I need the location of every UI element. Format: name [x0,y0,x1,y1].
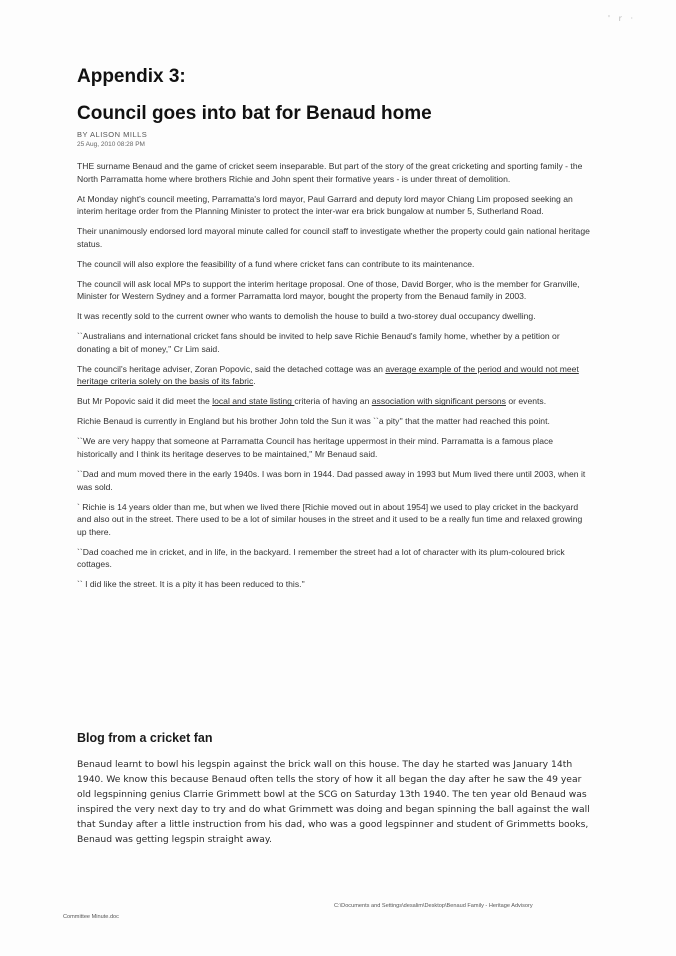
article-paragraph: The council will also explore the feasibility of a fund where cricket fans can contribute to its maintenance. [77,258,475,269]
article-paragraph: ` Richie is 14 years older than me, but when we lived there [Richie moved out in about 1954] we used to play cricket in the backyard and also out in the street. There used to be a lot of similar houses in the street and it used to be a really fun time and relaxed growing up there. [77,501,583,537]
footer-file-path: C:\Documents and Settings\desalim\Desktop\Benaud Family - Heritage Advisory [334,903,533,909]
article-paragraph: ``We are very happy that someone at Parramatta Council has heritage uppermost in their mind. Parramatta is a famous place historically and I think its heritage deserves to be maintained,'' Mr Benaud said. [77,436,554,459]
underlined-text: association with significant persons [371,396,506,407]
article-paragraph: ``Dad coached me in cricket, and in life, in the backyard. I remember the street had a lot of character with its plum-coloured brick cottages. [77,546,565,570]
text-run: The council's heritage adviser, Zoran Popovic, said the detached cottage was an [77,363,386,374]
blog-body: Benaud learnt to bowl his legspin against the brick wall on this house. The day he started was January 14th 1940. We know this because Benaud often tells the story of how it all began the day after he saw the 49 year old legspinning genius Clarrie Grimmett bowl at the SCG on Saturday 13th 1940. The ten year old Benaud was inspired the very next day to try and do what Grimmett was doing and began spinning the ball against the wall that Sunday after a little instruction from his dad, who was a good legspinner and student of Grimmetts books, Benaud was getting legspin straight away. [77,759,590,845]
article-paragraph: THE surname Benaud and the game of cricket seem inseparable. But part of the story of the great cricketing and sporting family - the North Parramatta home where brothers Richie and John spent their formative years - is under threat of demolition. [77,161,583,184]
blog-heading: Blog from a cricket fan [77,731,213,745]
footer-document-name: Committee Minute.doc [63,914,119,920]
article-paragraph: Richie Benaud is currently in England but his brother John told the Sun it was ``a pity'' that the matter had reached this point. [77,416,550,427]
article-headline: Council goes into bat for Benaud home [77,103,432,124]
article-paragraph: It was recently sold to the current owner who wants to demolish the house to build a two-storey dual occupancy dwelling. [77,311,536,322]
text-run: or events. [505,396,547,407]
article-paragraph: `` I did like the street. It is a pity it has been reduced to this.'' [77,579,305,590]
article-paragraph: The council will ask local MPs to support the interim heritage proposal. One of those, David Borger, who is the member for Granville, Minister for Western Sydney and a former Parramatta lord mayor, bought the property from the Benaud family in 2003. [77,278,580,302]
underlined-text: local and state listing [212,396,295,407]
text-run: But Mr Popovic said it did meet the [77,396,213,407]
article-paragraph: ``Australians and international cricket fans should be invited to help save Richie Benaud's family home, whether by a petition or donating a bit of money,'' Cr Lim said. [77,331,560,354]
underlined-text: average example of the period and would not meet heritage criteria solely on the basis of its fabric [77,363,579,387]
article-body [77,160,592,598]
text-run: . [253,376,256,387]
scan-mark: ' r · [607,14,636,23]
article-dateline: 25 Aug, 2010 08:28 PM [77,141,145,148]
appendix-label: Appendix 3: [77,66,186,87]
article-byline: BY ALISON MILLS [77,130,148,139]
article-paragraph [77,363,592,388]
article-paragraph [77,395,592,408]
text-run: criteria of having an [294,396,372,407]
article-paragraph: At Monday night's council meeting, Parramatta's lord mayor, Paul Garrard and deputy lord mayor Chiang Lim proposed seeking an interim heritage order from the Planning Minister to protect the inter-war era brick bungalow at number 5, Sutherland Road. [77,193,573,217]
article-paragraph: Their unanimously endorsed lord mayoral minute called for council staff to investigate whether the property could gain national heritage status. [77,226,590,249]
article-paragraph: ``Dad and mum moved there in the early 1940s. I was born in 1944. Dad passed away in 1993 but Mum lived there until 2003, when it was sold. [77,468,586,492]
